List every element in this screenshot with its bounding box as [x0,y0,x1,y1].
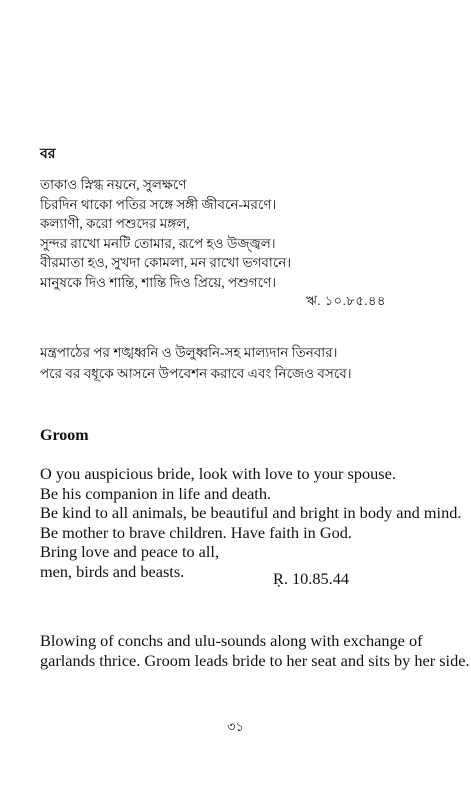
bengali-verse-line: তাকাও স্নিগ্ধ নয়নে, সুলক্ষণে [40,177,187,192]
bengali-instruction-line: মন্ত্রপাঠের পর শঙ্খধ্বনি ও উলুধ্বনি-সহ মাল্যদান তিনবার। [40,345,338,360]
bengali-heading: বর [40,147,56,162]
english-verse-line: O you auspicious bride, look with love to your spouse. [40,464,396,483]
english-instruction [40,631,470,670]
bengali-verse-line: মানুষকে দিও শান্তি, শান্তি দিও প্রিয়ে, পশুগণে। [40,274,277,290]
bengali-verse-line: বীরমাতা হও, সুখদা কোমলা, মন রাখো ভগবানে। [40,255,292,270]
english-verse-line: Be his companion in life and death. [40,483,272,503]
english-instruction-line: garlands thrice. Groom leads bride to her seat and sits by her side. [40,650,470,670]
english-heading: Groom [40,427,89,444]
page-number: ৩১ [227,719,244,734]
english-verse-line: Be kind to all animals, be beautiful and bright in body and mind. [40,503,462,523]
bengali-verse-line: চিরদিন থাকো পতির সঙ্গে সঙ্গী জীবনে-মরণে। [40,196,277,212]
english-instruction-line: Blowing of conchs and ulu-sounds along with exchange of [40,631,423,650]
bengali-verse-reference: ঋ. ১০.৮৫.৪৪ [306,293,386,308]
english-verse-line: Bring love and peace to all, [40,542,220,562]
bengali-verse-line: কল্যাণী, করো পশুদের মঙ্গল, [40,216,190,231]
bengali-verse-line: সুন্দর রাখো মনটি তোমার, রূপে হও উজ্জ্বল। [40,235,276,251]
english-verse-reference: Ṛ. 10.85.44 [273,569,349,588]
bengali-instruction-line: পরে বর বধূকে আসনে উপবেশন করাবে এবং নিজেও বসবে। [40,366,352,381]
bengali-instruction [40,342,352,384]
english-verse-line: Be mother to brave children. Have faith in God. [40,522,352,542]
english-verse [40,464,461,582]
bengali-verse [40,175,291,292]
english-verse-line: men, birds and beasts. [40,561,185,581]
